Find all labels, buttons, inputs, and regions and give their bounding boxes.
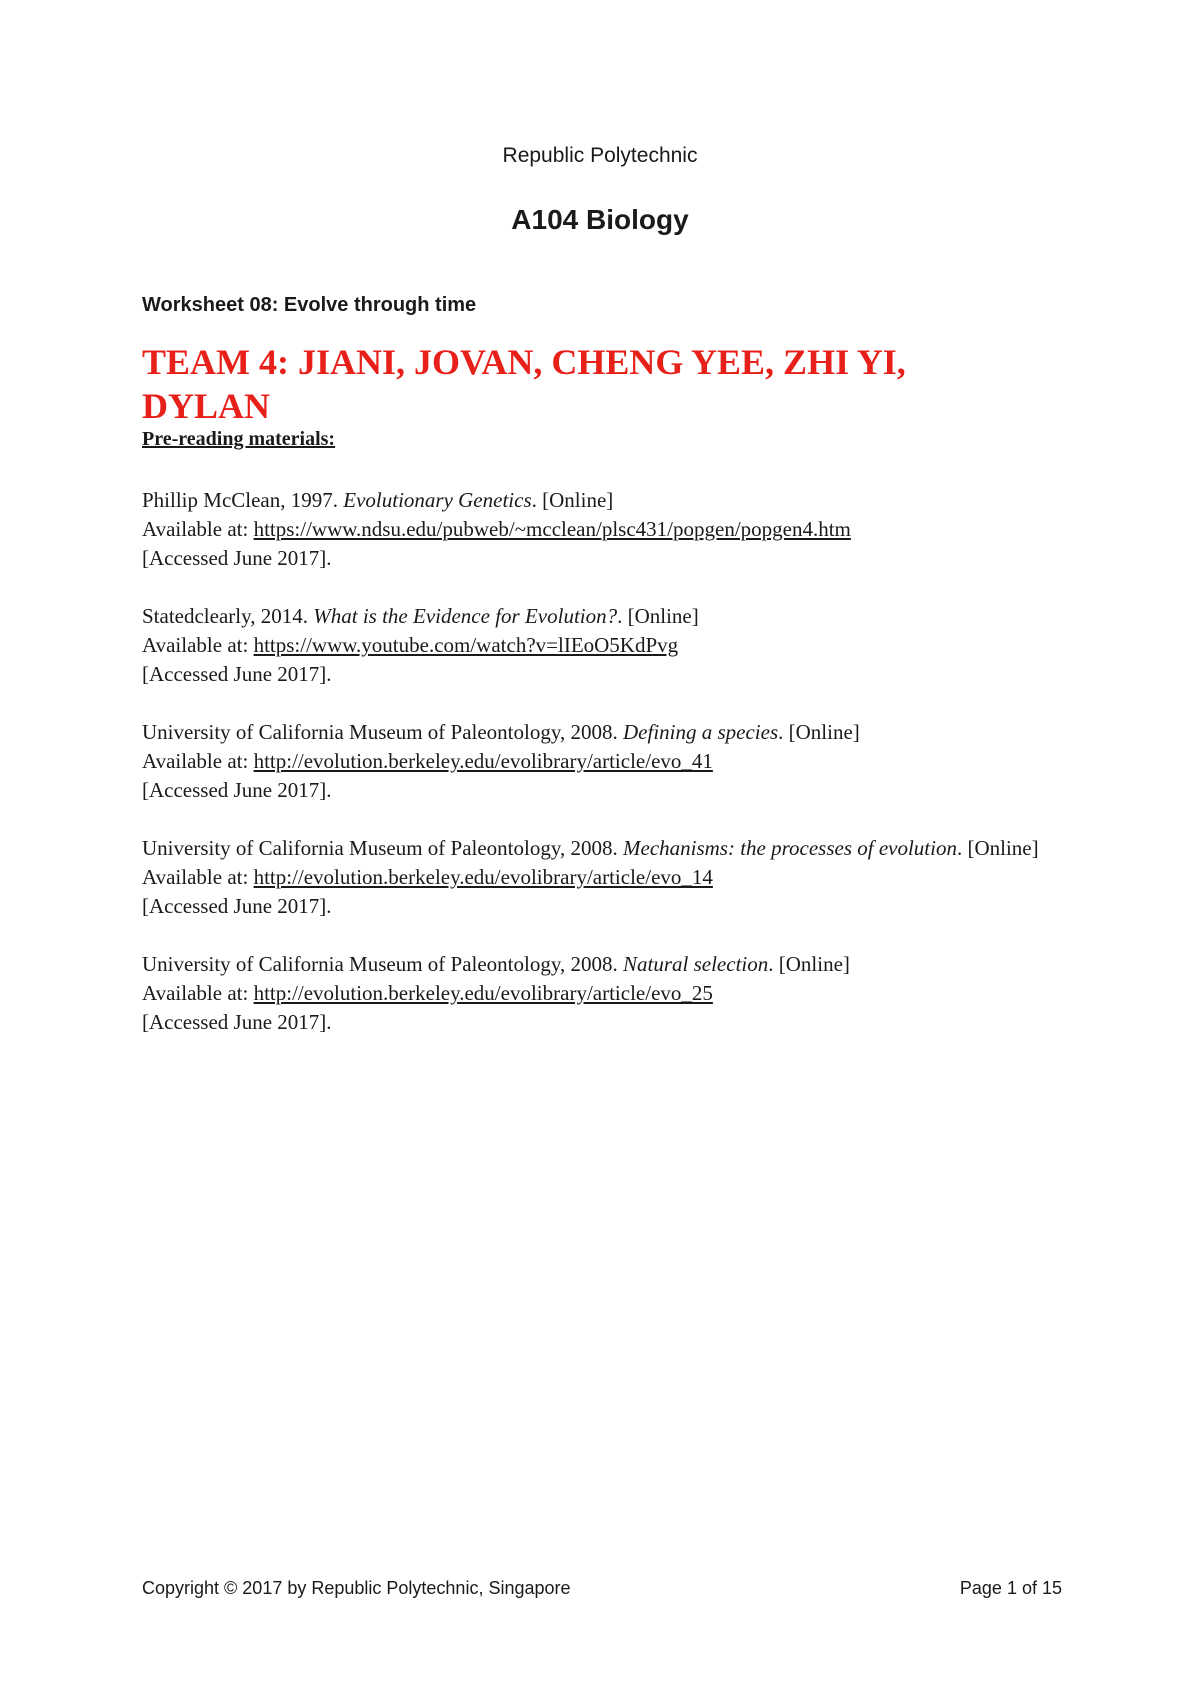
reference-item bbox=[142, 486, 1062, 573]
reference-item bbox=[142, 718, 1062, 805]
reference-item bbox=[142, 602, 1062, 689]
reference-title: Natural selection bbox=[623, 952, 769, 976]
accessed-note: [Accessed June 2017]. bbox=[142, 1010, 332, 1034]
available-label: Available at: bbox=[142, 749, 254, 773]
reference-item bbox=[142, 834, 1062, 921]
page-number: Page 1 of 15 bbox=[959, 1578, 1062, 1598]
reference-suffix: . [Online] bbox=[956, 836, 1039, 860]
reference-title: Evolutionary Genetics bbox=[343, 488, 532, 512]
reference-link[interactable]: http://evolution.berkeley.edu/evolibrary/article/evo_14 bbox=[253, 865, 713, 889]
reference-author-year: University of California Museum of Paleontology, 2008. bbox=[142, 720, 623, 744]
reference-list bbox=[142, 486, 1062, 1066]
reference-title: Mechanisms: the processes of evolution bbox=[623, 836, 957, 860]
reference-link[interactable]: https://www.ndsu.edu/pubweb/~mcclean/plsc431/popgen/popgen4.htm bbox=[253, 517, 851, 541]
reference-link[interactable]: http://evolution.berkeley.edu/evolibrary/article/evo_41 bbox=[253, 749, 713, 773]
available-label: Available at: bbox=[142, 517, 254, 541]
reference-author-year: Phillip McClean, 1997. bbox=[142, 488, 344, 512]
pre-reading-heading: Pre-reading materials: bbox=[142, 428, 336, 450]
reference-author-year: Statedclearly, 2014. bbox=[142, 604, 314, 628]
reference-link[interactable]: http://evolution.berkeley.edu/evolibrary/article/evo_25 bbox=[253, 981, 713, 1005]
copyright-notice: Copyright © 2017 by Republic Polytechnic, Singapore bbox=[142, 1578, 571, 1598]
reference-author-year: University of California Museum of Paleontology, 2008. bbox=[142, 836, 623, 860]
page-footer bbox=[142, 1578, 1062, 1599]
reference-suffix: . [Online] bbox=[617, 604, 699, 628]
accessed-note: [Accessed June 2017]. bbox=[142, 662, 332, 686]
available-label: Available at: bbox=[142, 865, 254, 889]
accessed-note: [Accessed June 2017]. bbox=[142, 778, 332, 802]
reference-item bbox=[142, 950, 1062, 1037]
reference-suffix: . [Online] bbox=[778, 720, 860, 744]
reference-author-year: University of California Museum of Paleontology, 2008. bbox=[142, 952, 623, 976]
course-title: A104 Biology bbox=[511, 204, 689, 235]
available-label: Available at: bbox=[142, 981, 254, 1005]
reference-title: Defining a species bbox=[623, 720, 779, 744]
reference-link[interactable]: https://www.youtube.com/watch?v=lIEoO5KdPvg bbox=[253, 633, 679, 657]
accessed-note: [Accessed June 2017]. bbox=[142, 894, 332, 918]
reference-suffix: . [Online] bbox=[768, 952, 850, 976]
available-label: Available at: bbox=[142, 633, 254, 657]
institution-name: Republic Polytechnic bbox=[502, 144, 698, 167]
accessed-note: [Accessed June 2017]. bbox=[142, 546, 332, 570]
team-heading: TEAM 4: JIANI, JOVAN, CHENG YEE, ZHI YI, DYLAN bbox=[142, 342, 906, 426]
reference-suffix: . [Online] bbox=[531, 488, 614, 512]
worksheet-title: Worksheet 08: Evolve through time bbox=[142, 294, 477, 316]
reference-title: What is the Evidence for Evolution? bbox=[313, 604, 618, 628]
